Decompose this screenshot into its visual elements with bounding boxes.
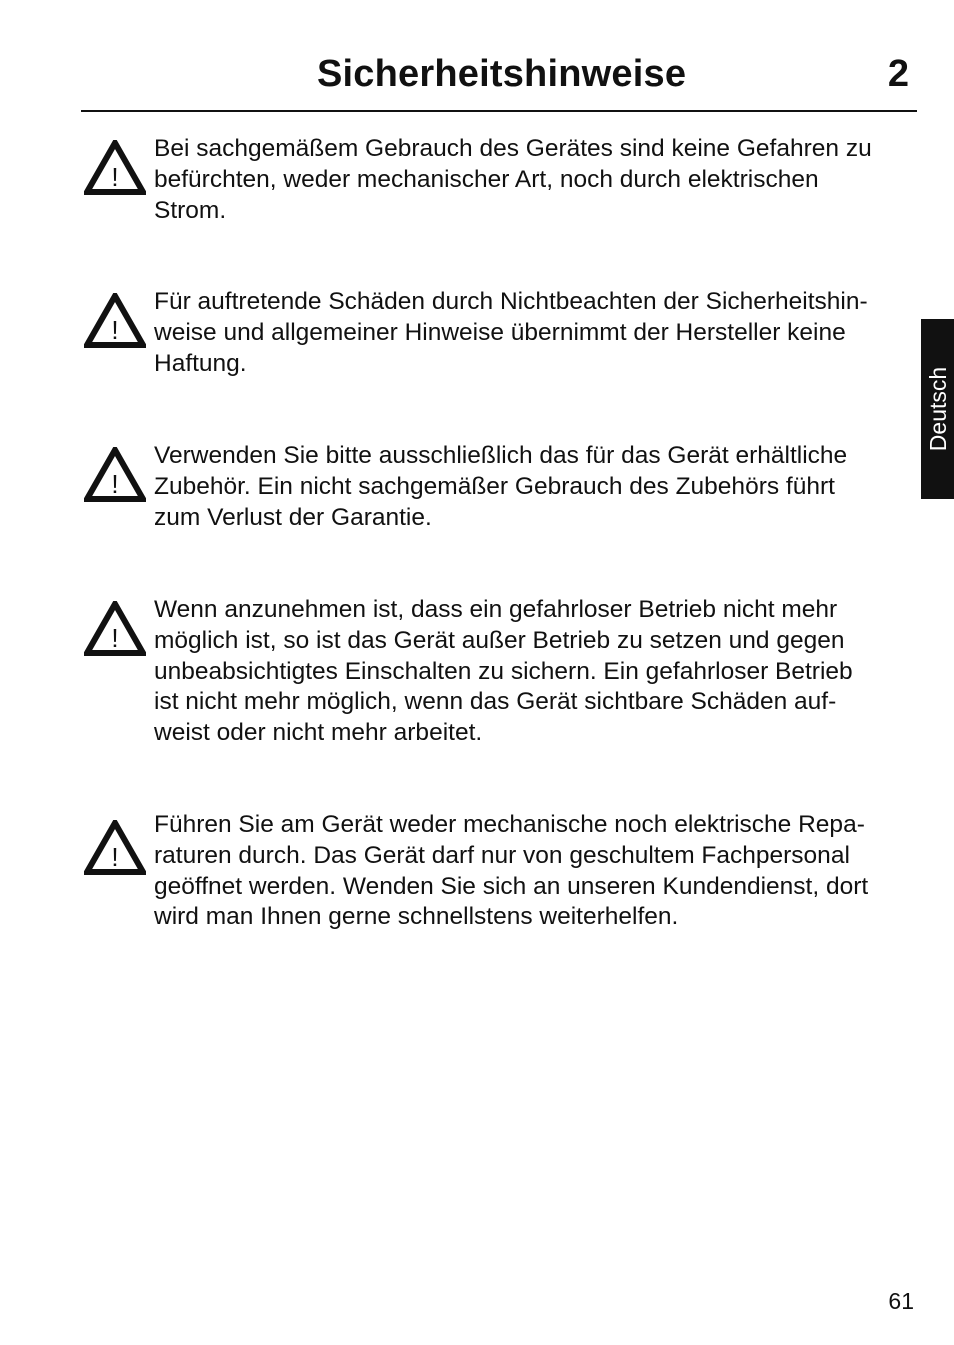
page-title: Sicherheitshinweise [317, 53, 687, 95]
safety-notice-text: Für auftretende Schäden durch Nichtbeachten der Sicherheitshin- weise und allgemeiner Hinweise übernimmt der Hersteller keine Haftung. [154, 288, 868, 377]
warning-triangle-icon [84, 601, 146, 657]
svg-text:!: ! [111, 315, 119, 345]
page-number: 61 [888, 1288, 914, 1314]
chapter-number: 2 [887, 53, 909, 95]
warning-triangle-icon [84, 820, 146, 876]
language-tab-label: Deutsch [924, 366, 951, 452]
safety-notice-text: Wenn anzunehmen ist, dass ein gefahrloser Betrieb nicht mehr möglich ist, so ist das Gerät außer Betrieb zu setzen und gegen unbeabsichtigtes Einschalten zu sichern. Ein gefahrloser Betrieb ist nicht mehr möglich, wenn das Gerät sichtbare Schäden auf- weist oder nicht mehr arbeitet. [154, 596, 853, 747]
warning-triangle-icon [84, 447, 146, 503]
warning-triangle-icon [84, 140, 146, 196]
page-header [81, 52, 917, 112]
svg-text:!: ! [111, 842, 119, 872]
safety-notice-text: Verwenden Sie bitte ausschließlich das für das Gerät erhältliche Zubehör. Ein nicht sachgemäßer Gebrauch des Zubehörs führt zum Verlust der Garantie. [154, 442, 848, 531]
svg-text:!: ! [111, 162, 119, 192]
svg-text:!: ! [111, 469, 119, 499]
safety-notice-text: Führen Sie am Gerät weder mechanische noch elektrische Repa- raturen durch. Das Gerät darf nur von geschultem Fachpersonal geöffnet werden. Wenden Sie sich an unseren Kundendienst, dort wird man Ihnen gerne schnellstens weiterhelfen. [154, 811, 869, 931]
svg-text:!: ! [111, 623, 119, 653]
language-tab [921, 319, 954, 499]
safety-notice-text: Bei sachgemäßem Gebrauch des Gerätes sind keine Gefahren zu befürchten, weder mechanischer Art, noch durch elektrischen Strom. [154, 135, 872, 224]
warning-triangle-icon [84, 293, 146, 349]
